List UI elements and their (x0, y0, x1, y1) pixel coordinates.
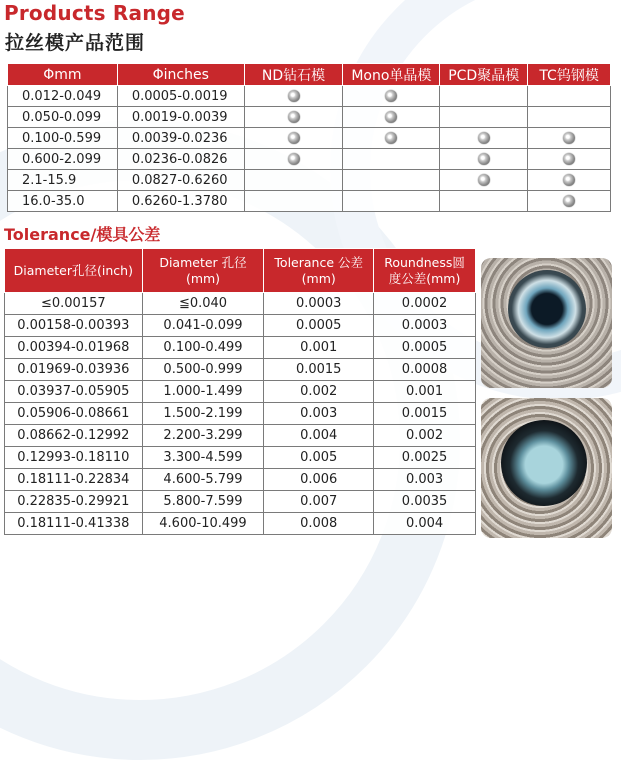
cell-mono (343, 170, 440, 191)
cell-diameter-mm: 5.800-7.599 (142, 491, 264, 513)
cell-roundness: 0.0005 (374, 337, 476, 359)
col-header-tolerance: Tolerance 公差 (mm) (264, 249, 374, 293)
die-stone-icon (385, 111, 397, 123)
cell-diameter-inch: ≤0.00157 (5, 293, 143, 315)
cell-inches: 0.0039-0.0236 (117, 128, 244, 149)
table-row (5, 315, 476, 337)
die-stone-icon (288, 111, 300, 123)
cell-diameter-inch: 0.01969-0.03936 (5, 359, 143, 381)
tolerance-table (4, 248, 476, 535)
cell-tolerance: 0.004 (264, 425, 374, 447)
cell-inches: 0.0005-0.0019 (117, 86, 244, 107)
cell-diameter-inch: 0.18111-0.22834 (5, 469, 143, 491)
cell-diameter-mm: 0.100-0.499 (142, 337, 264, 359)
page-subtitle-cn: 拉丝模产品范围 (5, 32, 146, 54)
cell-pcd (440, 86, 528, 107)
cell-mm: 16.0-35.0 (8, 191, 118, 212)
table-row (5, 513, 476, 535)
cell-nd (244, 149, 343, 170)
die-stone-icon (288, 90, 300, 102)
cell-pcd (440, 149, 528, 170)
cell-mono (343, 149, 440, 170)
die-stone-icon (478, 153, 490, 165)
table-row (8, 170, 611, 191)
die-bore-image (508, 270, 586, 348)
cell-diameter-mm: 4.600-5.799 (142, 469, 264, 491)
range-header-row (8, 64, 611, 86)
die-stone-icon (478, 132, 490, 144)
table-row (8, 107, 611, 128)
cell-diameter-inch: 0.03937-0.05905 (5, 381, 143, 403)
cell-pcd (440, 191, 528, 212)
cell-inches: 0.0827-0.6260 (117, 170, 244, 191)
cell-roundness: 0.0035 (374, 491, 476, 513)
cell-inches: 0.6260-1.3780 (117, 191, 244, 212)
table-row (5, 447, 476, 469)
cell-tolerance: 0.006 (264, 469, 374, 491)
die-stone-icon (478, 174, 490, 186)
col-header-pcd: PCD聚晶模 (440, 64, 528, 86)
cell-tc (528, 191, 611, 212)
cell-roundness: 0.001 (374, 381, 476, 403)
table-row (5, 403, 476, 425)
cell-diameter-mm: 2.200-3.299 (142, 425, 264, 447)
cell-tolerance: 0.002 (264, 381, 374, 403)
cell-tc (528, 149, 611, 170)
table-row (8, 86, 611, 107)
cell-diameter-mm: 1.000-1.499 (142, 381, 264, 403)
cell-tolerance: 0.008 (264, 513, 374, 535)
die-stone-icon (385, 90, 397, 102)
cell-roundness: 0.0025 (374, 447, 476, 469)
die-photo-bottom (481, 398, 612, 538)
cell-inches: 0.0019-0.0039 (117, 107, 244, 128)
col-header-inches: Φinches (117, 64, 244, 86)
cell-mono (343, 86, 440, 107)
products-range-table (7, 63, 611, 212)
cell-diameter-mm: 3.300-4.599 (142, 447, 264, 469)
cell-mono (343, 128, 440, 149)
col-header-diameter-mm: Diameter 孔径 (mm) (142, 249, 264, 293)
col-header-tc: TC钨钢模 (528, 64, 611, 86)
die-photo-top (481, 258, 612, 388)
table-row (8, 191, 611, 212)
table-row (5, 359, 476, 381)
cell-roundness: 0.004 (374, 513, 476, 535)
cell-diameter-mm: 0.041-0.099 (142, 315, 264, 337)
cell-mm: 0.600-2.099 (8, 149, 118, 170)
die-stone-icon (563, 153, 575, 165)
table-row (8, 149, 611, 170)
cell-tolerance: 0.005 (264, 447, 374, 469)
cell-tc (528, 86, 611, 107)
table-row (5, 381, 476, 403)
col-header-mm: Φmm (8, 64, 118, 86)
cell-mono (343, 107, 440, 128)
cell-nd (244, 107, 343, 128)
cell-roundness: 0.0002 (374, 293, 476, 315)
cell-mm: 0.050-0.099 (8, 107, 118, 128)
cell-pcd (440, 107, 528, 128)
cell-roundness: 0.003 (374, 469, 476, 491)
cell-mm: 0.100-0.599 (8, 128, 118, 149)
cell-tolerance: 0.0003 (264, 293, 374, 315)
cell-tolerance: 0.007 (264, 491, 374, 513)
cell-roundness: 0.0003 (374, 315, 476, 337)
table-row (5, 337, 476, 359)
col-header-nd: ND钻石模 (244, 64, 343, 86)
cell-diameter-mm: 0.500-0.999 (142, 359, 264, 381)
die-stone-icon (563, 174, 575, 186)
cell-diameter-inch: 0.05906-0.08661 (5, 403, 143, 425)
cell-roundness: 0.0008 (374, 359, 476, 381)
die-stone-icon (563, 195, 575, 207)
die-stone-icon (563, 132, 575, 144)
cell-diameter-inch: 0.00394-0.01968 (5, 337, 143, 359)
table-row (8, 128, 611, 149)
table-row (5, 491, 476, 513)
die-bore-image (501, 420, 587, 506)
cell-roundness: 0.0015 (374, 403, 476, 425)
cell-diameter-mm: 1.500-2.199 (142, 403, 264, 425)
cell-tolerance: 0.0015 (264, 359, 374, 381)
col-header-mono: Mono单晶模 (343, 64, 440, 86)
cell-diameter-inch: 0.08662-0.12992 (5, 425, 143, 447)
die-stone-icon (385, 132, 397, 144)
cell-tc (528, 107, 611, 128)
cell-diameter-mm: ≦0.040 (142, 293, 264, 315)
die-stone-icon (288, 132, 300, 144)
cell-diameter-inch: 0.12993-0.18110 (5, 447, 143, 469)
die-stone-icon (288, 153, 300, 165)
cell-mono (343, 191, 440, 212)
cell-diameter-inch: 0.18111-0.41338 (5, 513, 143, 535)
page-title: Products Range (4, 1, 185, 25)
table-row (5, 425, 476, 447)
cell-inches: 0.0236-0.0826 (117, 149, 244, 170)
cell-diameter-mm: 4.600-10.499 (142, 513, 264, 535)
cell-tc (528, 128, 611, 149)
cell-diameter-inch: 0.22835-0.29921 (5, 491, 143, 513)
cell-mm: 2.1-15.9 (8, 170, 118, 191)
cell-pcd (440, 170, 528, 191)
cell-diameter-inch: 0.00158-0.00393 (5, 315, 143, 337)
col-header-roundness: Roundness圆 度公差(mm) (374, 249, 476, 293)
cell-pcd (440, 128, 528, 149)
cell-nd (244, 86, 343, 107)
table-row (5, 293, 476, 315)
cell-tolerance: 0.001 (264, 337, 374, 359)
tolerance-header-row (5, 249, 476, 293)
cell-tolerance: 0.0005 (264, 315, 374, 337)
cell-roundness: 0.002 (374, 425, 476, 447)
tolerance-title: Tolerance/模具公差 (4, 225, 161, 244)
cell-mm: 0.012-0.049 (8, 86, 118, 107)
col-header-diameter-inch: Diameter孔径(inch) (5, 249, 143, 293)
cell-tolerance: 0.003 (264, 403, 374, 425)
table-row (5, 469, 476, 491)
cell-nd (244, 128, 343, 149)
cell-tc (528, 170, 611, 191)
cell-nd (244, 170, 343, 191)
cell-nd (244, 191, 343, 212)
